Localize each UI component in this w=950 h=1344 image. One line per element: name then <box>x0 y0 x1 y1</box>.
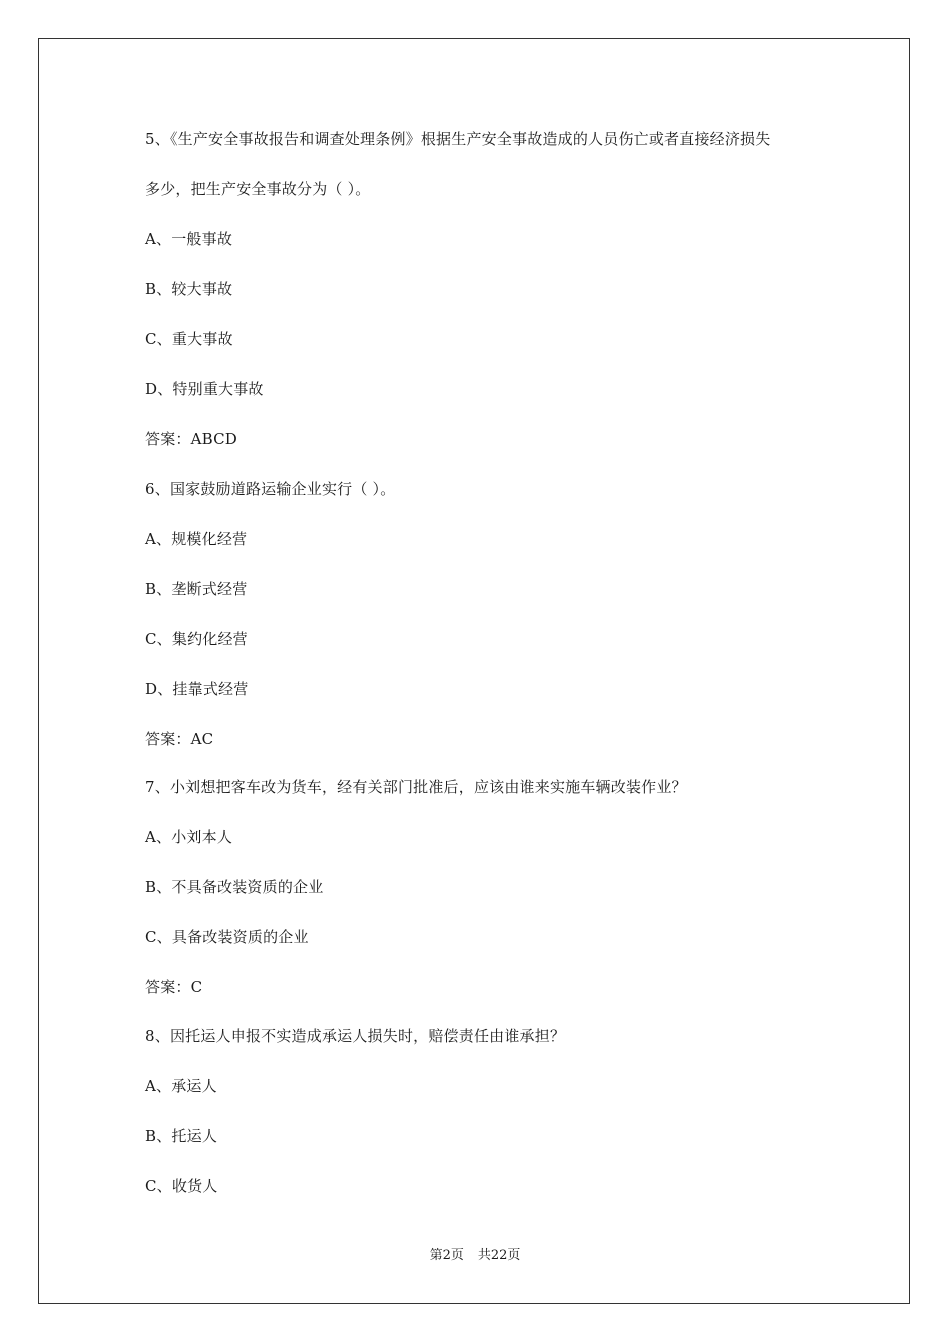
page-footer <box>0 1248 950 1264</box>
question-7-stem: 7、小刘想把客车改为货车，经有关部门批准后，应该由谁来实施车辆改装作业？ <box>145 778 687 796</box>
question-5-stem-line-2: 多少，把生产安全事故分为（ ）。 <box>145 180 371 198</box>
question-8-option-c: C、收货人 <box>145 1177 218 1195</box>
question-7-answer: 答案：C <box>145 978 203 996</box>
question-5-option-d: D、特别重大事故 <box>145 380 264 398</box>
question-7-option-c: C、具备改装资质的企业 <box>145 928 309 946</box>
question-6-option-a: A、规模化经营 <box>145 530 248 548</box>
question-6-answer: 答案：AC <box>145 730 214 748</box>
question-8-option-a: A、承运人 <box>145 1077 217 1095</box>
question-8-stem: 8、因托运人申报不实造成承运人损失时，赔偿责任由谁承担？ <box>145 1027 566 1045</box>
page-total: 共22页 <box>477 1248 521 1263</box>
question-5-stem-line-1: 5、《生产安全事故报告和调查处理条例》根据生产安全事故造成的人员伤亡或者直接经济损失 <box>145 130 771 148</box>
question-7-option-b: B、不具备改装资质的企业 <box>145 878 324 896</box>
question-6-option-b: B、垄断式经营 <box>145 580 248 598</box>
question-5-option-a: A、一般事故 <box>145 230 233 248</box>
question-7-option-a: A、小刘本人 <box>145 828 233 846</box>
question-5-option-c: C、重大事故 <box>145 330 233 348</box>
question-5-answer: 答案：ABCD <box>145 430 238 448</box>
question-5-option-b: B、较大事故 <box>145 280 233 298</box>
question-6-option-c: C、集约化经营 <box>145 630 248 648</box>
page-border <box>38 38 910 1304</box>
question-6-option-d: D、挂靠式经营 <box>145 680 249 698</box>
page-number: 第2页 <box>429 1248 464 1263</box>
question-6-stem: 6、国家鼓励道路运输企业实行（ ）。 <box>145 480 396 498</box>
question-8-option-b: B、托运人 <box>145 1127 218 1145</box>
